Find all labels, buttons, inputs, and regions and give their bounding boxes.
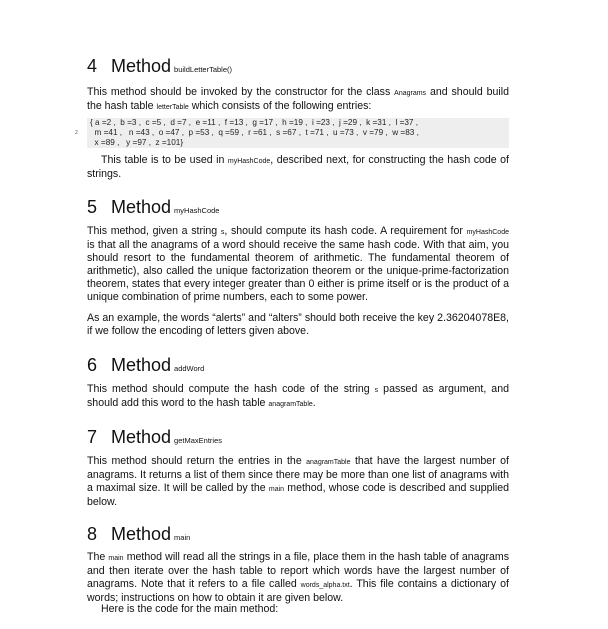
text-span: , should compute its hash code. A requirement for bbox=[224, 225, 467, 237]
code-line: { a =2 , b =3 , c =5 , d =7 , e =11 , f =13 , g =17 , h =19 , i =23 , j =29 , k =31 , l =37 , bbox=[90, 118, 419, 127]
section-8-paragraph-1 bbox=[87, 551, 509, 605]
section-heading-6 bbox=[87, 355, 204, 376]
text-span: and should build the hash table bbox=[87, 86, 509, 112]
inline-code: words_alpha.txt bbox=[300, 582, 350, 589]
text-span: which consists of the following entries: bbox=[188, 100, 372, 112]
text-span: This method should return the entries in the bbox=[87, 455, 307, 467]
section-heading-4 bbox=[87, 56, 232, 77]
inline-code: anagramTable bbox=[306, 459, 351, 466]
section-7-paragraph-1 bbox=[87, 455, 509, 509]
inline-code: main bbox=[108, 555, 124, 562]
code-line: m =41 , n =43 , o =47 , p =53 , q =59 , r =61 , s =67 , t =71 , u =73 , v =79 , w =83 , bbox=[90, 128, 419, 137]
section-number: 5 bbox=[87, 197, 98, 217]
code-line: x =89 , y =97 , z =101} bbox=[90, 138, 184, 147]
text-span: passed as argument, and should add this word to the hash table bbox=[87, 383, 509, 409]
inline-code: myHashCode bbox=[227, 158, 271, 165]
section-4-paragraph-1 bbox=[87, 86, 509, 114]
section-5-paragraph-2: As an example, the words “alerts” and “alters” should both receive the key 2.36204078E8, if we follow the encoding of letters given above. bbox=[87, 312, 509, 337]
inline-code: anagramTable bbox=[268, 401, 313, 408]
section-number: 7 bbox=[87, 427, 98, 447]
section-method-name: myHashCode bbox=[174, 206, 220, 215]
section-8-paragraph-2: Here is the code for the main method: bbox=[101, 603, 279, 615]
section-word: Method bbox=[111, 56, 172, 76]
text-span: This table is to be used in bbox=[101, 154, 228, 166]
inline-code: letterTable bbox=[156, 104, 189, 111]
section-word: Method bbox=[111, 524, 172, 544]
section-6-paragraph-1 bbox=[87, 383, 509, 411]
section-word: Method bbox=[111, 427, 172, 447]
section-number: 6 bbox=[87, 355, 98, 375]
inline-code: myHashCode bbox=[466, 229, 509, 236]
inline-code: s bbox=[220, 229, 225, 236]
section-number: 4 bbox=[87, 56, 98, 76]
text-span: . This file contains a dictionary of words; instructions on how to obtain it are given below. bbox=[87, 578, 509, 604]
section-word: Method bbox=[111, 355, 172, 375]
text-span: method will read all the strings in a file, place them in the hash table of anagrams and then iterate over the hash table to report which words have the largest number of anagrams. Note that it refers to a file called bbox=[87, 551, 509, 590]
section-method-name: addWord bbox=[174, 364, 205, 373]
text-span: is that all the anagrams of a word should receive the same hash code. With that aim, you should resort to the fundamental theorem of arithmetic. The fundamental theorem of arithmetic), also called the unique factorization theorem or the unique-prime-factorization theorem, states that every integer greater than 0 either is prime itself or is the product of a unique combination of prime numbers, each to some power. bbox=[87, 239, 509, 303]
section-5-paragraph-1 bbox=[87, 225, 509, 304]
text-span: This method should compute the hash code of the string bbox=[87, 383, 375, 395]
section-number: 8 bbox=[87, 524, 98, 544]
section-heading-8 bbox=[87, 524, 190, 545]
section-method-name: getMaxEntries bbox=[174, 436, 222, 445]
section-heading-5 bbox=[87, 197, 219, 218]
text-span: The bbox=[87, 551, 109, 563]
section-method-name: buildLetterTable() bbox=[174, 65, 232, 74]
section-4-paragraph-2 bbox=[87, 154, 509, 181]
section-method-name: main bbox=[174, 533, 191, 542]
letter-table-code-block bbox=[87, 118, 509, 148]
section-heading-7 bbox=[87, 427, 222, 448]
text-span: , described next, for constructing the hash code of strings. bbox=[87, 154, 509, 180]
text-span: that have the largest number of anagrams. It returns a list of them since there may be more than one list of anagrams with a maximal size. It will be called by the bbox=[87, 455, 509, 494]
text-span: This method, given a string bbox=[87, 225, 221, 237]
text-span: method, whose code is described and supplied below. bbox=[87, 482, 510, 508]
text-span: . bbox=[312, 397, 316, 409]
text-span: This method should be invoked by the constructor for the class bbox=[87, 86, 395, 98]
inline-code: s bbox=[374, 387, 379, 394]
section-word: Method bbox=[111, 197, 172, 217]
code-line-number: 2 bbox=[75, 130, 78, 136]
inline-code: Anagrams bbox=[394, 90, 427, 97]
inline-code: main bbox=[268, 486, 285, 493]
